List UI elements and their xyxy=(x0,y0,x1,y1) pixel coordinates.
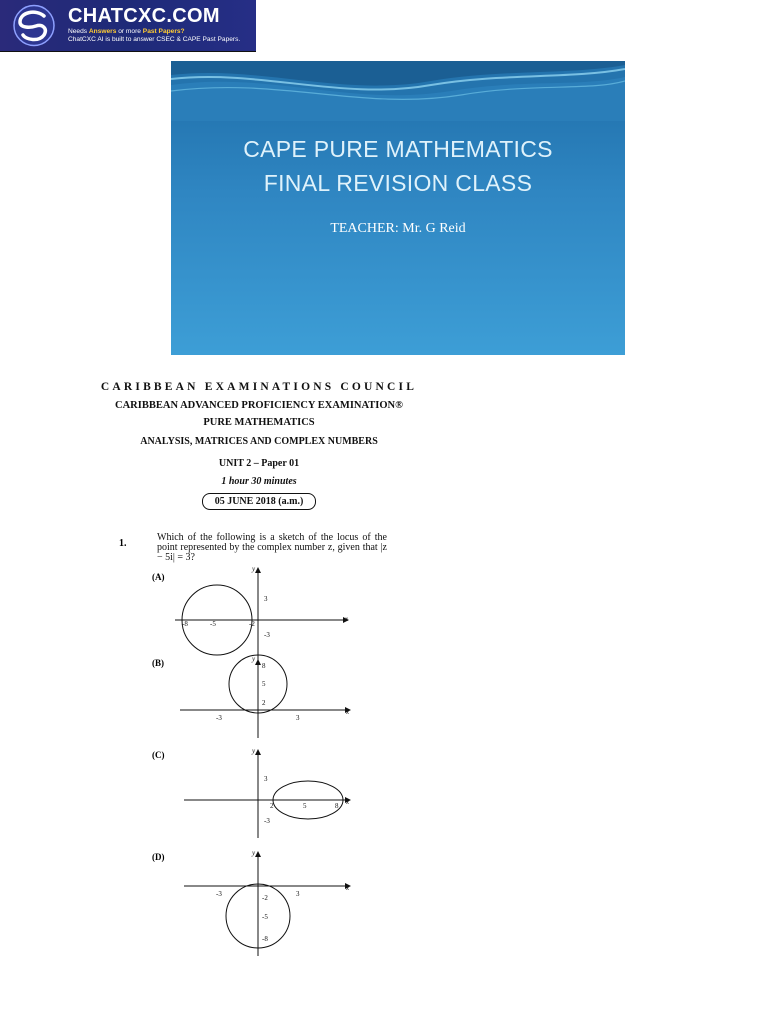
x-axis-label: x xyxy=(346,708,350,716)
question-text: Which of the following is a sketch of the locus of the point represented by the complex number z, given that |z − 5i| = 3? xyxy=(157,532,387,563)
exam-name: CARIBBEAN ADVANCED PROFICIENCY EXAMINATION® xyxy=(115,400,403,411)
tick-label: -3 xyxy=(264,817,270,825)
tick-label: -2 xyxy=(249,620,255,628)
exam-council: CARIBBEAN EXAMINATIONS COUNCIL xyxy=(100,381,418,393)
option-b-sketch xyxy=(180,655,350,738)
tick-label: -3 xyxy=(264,631,270,639)
option-c-sketch xyxy=(184,747,350,838)
tick-label: 3 xyxy=(296,890,300,898)
slide-teacher: TEACHER: Mr. G Reid xyxy=(330,221,466,236)
tick-label: -8 xyxy=(262,935,268,943)
tick-label: 8 xyxy=(262,662,266,670)
x-axis-label: x xyxy=(346,884,350,892)
tick-label: -5 xyxy=(210,620,216,628)
exam-unit: UNIT 2 – Paper 01 xyxy=(218,458,300,469)
y-axis-label: y xyxy=(252,747,256,755)
y-axis-label: y xyxy=(252,655,256,663)
option-d-label: (D) xyxy=(152,852,165,862)
tick-label: 3 xyxy=(296,714,300,722)
tick-label: 5 xyxy=(303,802,307,810)
exam-duration: 1 hour 30 minutes xyxy=(221,476,297,487)
tick-label: -3 xyxy=(216,890,222,898)
tick-label: 3 xyxy=(264,775,268,783)
tick-label: -5 xyxy=(262,913,268,921)
tick-label: -8 xyxy=(182,620,188,628)
exam-subject: PURE MATHEMATICS xyxy=(203,417,315,428)
tick-label: 8 xyxy=(335,802,339,810)
x-axis-label: x xyxy=(346,798,350,806)
x-axis-label: x xyxy=(345,615,349,623)
brand-name: CHATCXC.COM xyxy=(68,5,220,27)
option-b-label: (B) xyxy=(152,658,164,668)
exam-date: 05 JUNE 2018 (a.m.) xyxy=(202,493,316,510)
question-number: 1. xyxy=(119,538,127,549)
tagline-line-1: Needs Answers or more Past Papers? xyxy=(68,28,185,35)
y-axis-label: y xyxy=(252,849,256,857)
tick-label: -2 xyxy=(262,894,268,902)
tagline-line-2: ChatCXC AI is built to answer CSEC & CAPE Past Papers. xyxy=(68,36,241,43)
exam-paper-title: ANALYSIS, MATRICES AND COMPLEX NUMBERS xyxy=(140,436,378,447)
option-d-sketch xyxy=(184,849,350,956)
slide-title-line-2: FINAL REVISION CLASS xyxy=(263,170,533,196)
y-axis-label: y xyxy=(252,565,256,573)
option-a-label: (A) xyxy=(152,572,165,582)
option-a-sketch xyxy=(175,565,349,660)
tick-label: 3 xyxy=(264,595,268,603)
option-c-label: (C) xyxy=(152,750,165,760)
tick-label: -3 xyxy=(216,714,222,722)
slide-title-line-1: CAPE PURE MATHEMATICS xyxy=(243,136,553,162)
tick-label: 2 xyxy=(270,802,274,810)
tick-label: 5 xyxy=(262,680,266,688)
tick-label: 2 xyxy=(262,699,266,707)
